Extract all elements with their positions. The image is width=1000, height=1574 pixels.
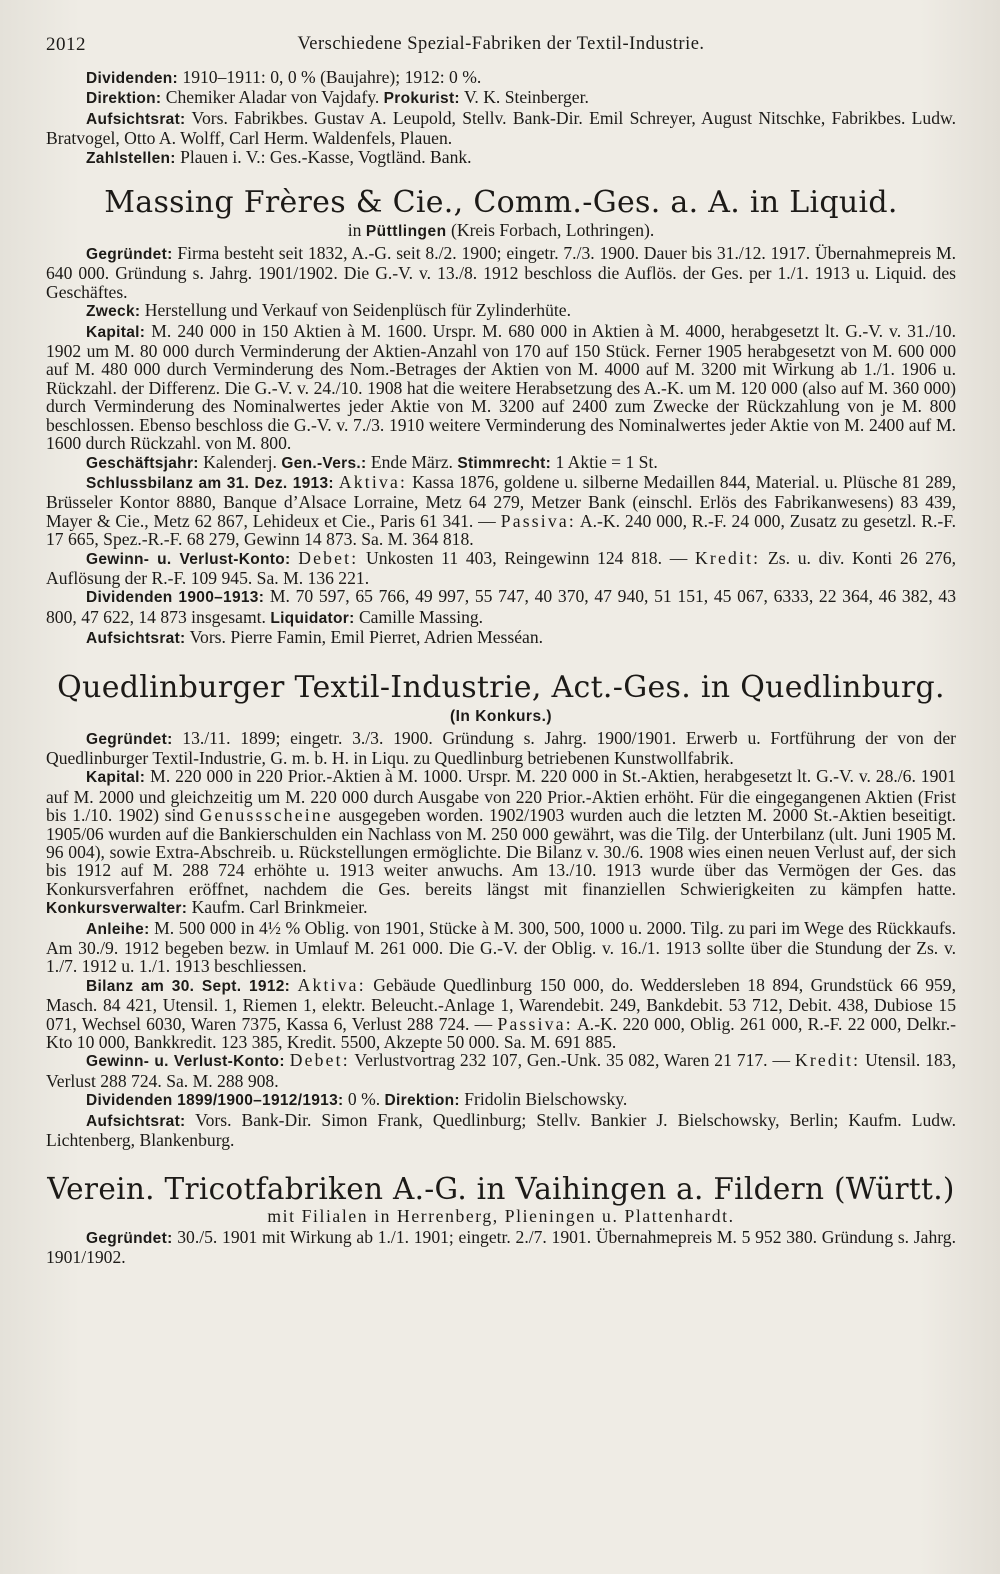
massing-location-suffix: (Kreis Forbach, Lothringen). <box>446 220 655 241</box>
gegruendet-label: Gegründet: <box>86 246 173 264</box>
dividenden-label: Dividenden: <box>86 70 179 87</box>
bilanz-passiva: A.-K. 240 000, R.-F. 24 000, Zusatz zu gesetzl. R.-F. 17 665, Spez.-R.-F. 68 279, Gewinn 14 873. Sa. M. 364 818. <box>46 510 956 550</box>
aktiva-word: Aktiva: <box>338 471 408 492</box>
aufsichtsrat-label: Aufsichtsrat: <box>86 110 186 128</box>
kapital-text-continued: ausgegeben worden. 1902/1903 wurden auch die letzten M. 2000 St.-Aktien beseitigt. 1905/06 wurden auf die Bankierschulden ein Nachlass von M. 250 000 gewährt, was die Tilg. der Unterbilanz (ult. Juni 1905 M. 96 004), sowie Extra-Abschreib. u. Rückstellungen ermöglichte. Die Bilanz v. 30./6. 1908 wies einen neuen Verlust auf, der sich bis 1912 auf M. 288 724 erhöhte u. 1913 weiter anwuchs. Am 13./10. 1913 wurde über das Vermögen der Ges. das Konkursverfahren eröffnet, nachdem die Ges. bereits längst mit finanziellen Schwierigkeiten zu kämpfen hatte. <box>46 805 956 899</box>
aufsichtsrat-label: Aufsichtsrat: <box>86 630 186 648</box>
anleihe-label: Anleihe: <box>86 920 150 938</box>
quedlinburg-bilanz <box>46 976 956 1052</box>
bilanz-label: Bilanz am 30. Sept. 1912: <box>86 977 291 995</box>
quedlinburg-gegruendet <box>46 729 956 768</box>
massing-location <box>46 220 956 242</box>
massing-zweck <box>46 301 956 321</box>
quedlinburg-gewinn-verlust <box>46 1051 956 1090</box>
massing-location-prefix: in <box>347 220 366 241</box>
gegruendet-label: Gegründet: <box>86 730 173 748</box>
direktion-paragraph <box>46 88 956 108</box>
zahlstellen-paragraph <box>46 148 956 168</box>
dividenden-label: Dividenden 1900–1913: <box>86 589 265 607</box>
massing-geschaeftsjahr <box>46 453 956 473</box>
page-number: 2012 <box>46 34 86 55</box>
aktiva-word: Aktiva: <box>297 974 366 995</box>
quedlinburg-dividenden <box>46 1090 956 1110</box>
gewinn-verlust-debet: Verlustvortrag 232 107, Gen.-Unk. 35 082, Waren 21 717. — <box>349 1050 795 1071</box>
page-header <box>46 34 956 64</box>
liquidator-label: Liquidator: <box>270 609 355 627</box>
konkursverwalter-label: Konkursverwalter: <box>46 900 188 918</box>
bilanz-aktiva: Gebäude Quedlinburg 150 000, do. Weddersleben 18 894, Grundstück 66 959, Masch. 84 421, Utensil. 1, Riemen 1, elektr. Beleucht.-Anlage 1, Warendebit. 249, Bankdebit. 53 712, Debit. 438, Dubiose 15 071, Wechsel 6030, Waren 7375, Kassa 6, Verlust 288 724. — <box>46 974 956 1034</box>
quedlinburg-status <box>46 705 956 727</box>
liquidator-text: Camille Massing. <box>354 606 484 627</box>
zweck-text: Herstellung und Verkauf von Seidenplüsch für Zylinderhüte. <box>140 300 571 321</box>
dividenden-text: M. 70 597, 65 766, 49 997, 55 747, 40 370, 47 940, 51 151, 45 067, 6333, 22 364, 46 382, 43 800, 47 622, 14 873 insgesamt. <box>46 586 957 627</box>
bilanz-label: Schlussbilanz am 31. Dez. 1913: <box>86 474 334 492</box>
dividenden-text: 0 %. <box>343 1089 385 1110</box>
running-title: Verschiedene Spezial-Fabriken der Textil-Industrie. <box>297 34 705 54</box>
passiva-word: Passiva: <box>497 1013 573 1034</box>
direktion-text: Chemiker Aladar von Vajdafy. <box>161 87 384 108</box>
vaihingen-company-title: Verein. Tricotfabriken A.-G. in Vaihingen a. Fildern (Württ.) <box>47 1171 955 1206</box>
zweck-label: Zweck: <box>86 303 141 321</box>
kapital-text: M. 240 000 in 150 Aktien à M. 1600. Urspr. M. 680 000 in Aktien à M. 4000, herabgesetzt lt. G.-V. v. 31./10. 1902 um M. 80 000 durch Verminderung der Aktien-Anzahl von 170 auf 150 Stück. Ferner 1905 herabgesetzt von M. 600 000 auf M. 480 000 durch Verminderung des Nom.-Betrages der Aktien von M. 4000 auf M. 3200 mit Wirkung ab 1./1. 1906 u. Rückzahl. der Differenz. Die G.-V. v. 24./10. 1908 hat die weitere Herabsetzung des A.-K. um M. 120 000 (also auf M. 360 000) durch Verminderung des Nominalwertes jeder Aktie von M. 3200 auf 2400 zum Zwecke der Rückzahlung von je M. 800 beschlossen. Ebenso beschloss die G.-V. v. 7./3. 1910 weitere Verminderung des Nominalwertes jeder Aktie von M. 2400 auf M. 1600 durch Rückzahl. von M. 800. <box>46 320 956 454</box>
bilanz-passiva: A.-K. 220 000, Oblig. 261 000, R.-F. 22 000, Delkr.-Kto 10 000, Bankkredit. 123 385, Kredit. 5500, Akzepte 50 000. Sa. M. 691 885. <box>46 1013 956 1053</box>
konkursverwalter-text: Kaufm. Carl Brinkmeier. <box>187 897 368 918</box>
direktion-label: Direktion: <box>86 90 162 108</box>
genussscheine-word: Genussscheine <box>199 805 333 826</box>
anleihe-text: M. 500 000 in 4½ % Oblig. von 1901, Stücke à M. 300, 500, 1000 u. 2000. Tilg. zu pari im Wege des Rückkaufs. Am 30./9. 1912 begeben bezw. in Umlauf M. 261 000. Die G.-V. der Oblig. v. 16./1. 1913 sollte über die Stundung der Zs. v. 1./7. 1912 u. 1./1. 1913 beschliessen. <box>46 917 956 977</box>
kapital-text: M. 220 000 in 220 Prior.-Aktien à M. 1000. Urspr. M. 220 000 in St.-Aktien, herabgesetzt lt. G.-V. v. 28./6. 1901 auf M. 2000 und gleichzeitig um M. 220 000 durch Ausgabe von 220 Prior.-Aktien erhöht. Für die eingegangenen Aktien (Frist bis 1./10. 1902) sind <box>46 766 956 826</box>
debet-word: Debet: <box>289 1050 350 1071</box>
kredit-word: Kredit: <box>695 547 761 568</box>
dividenden-paragraph <box>46 68 956 88</box>
quedlinburg-aufsichtsrat <box>46 1111 956 1150</box>
aufsichtsrat-label: Aufsichtsrat: <box>86 1112 186 1130</box>
kapital-label: Kapital: <box>86 323 146 341</box>
prokurist-text: V. K. Steinberger. <box>459 87 589 108</box>
gegruendet-text: 30./5. 1901 mit Wirkung ab 1./1. 1901; eingetr. 2./7. 1901. Übernahmepreis M. 5 952 380. Gründung s. Jahrg. 1901/1902. <box>46 1226 956 1267</box>
gegruendet-text: 13./11. 1899; eingetr. 3./3. 1900. Gründung s. Jahrg. 1900/1901. Erwerb u. Fortführung der von der Quedlinburger Textil-Industrie, G. m. b. H. in Liqu. zu Quedlinburg betriebenen Kunstwollfabrik. <box>46 727 956 768</box>
massing-kapital <box>46 322 956 453</box>
massing-dividenden <box>46 587 956 628</box>
gegruendet-text: Firma besteht seit 1832, A.-G. seit 8./2. 1900; eingetr. 7./3. 1900. Dauer bis 31./12. 1917. Übernahmepreis M. 640 000. Gründung s. Jahrg. 1901/1902. Die G.-V. v. 13./8. 1912 beschloss die Auflös. der Ges. per 1./1. 1913 u. Liquid. des Geschäftes. <box>46 243 956 302</box>
vaihingen-gegruendet <box>46 1228 956 1267</box>
zahlstellen-label: Zahlstellen: <box>86 149 176 167</box>
stimmrecht-text: 1 Aktie = 1 St. <box>551 451 658 472</box>
gen-vers-label: Gen.-Vers.: <box>281 454 367 472</box>
gewinn-verlust-kredit: Utensil. 183, Verlust 288 724. Sa. M. 288 908. <box>46 1050 957 1091</box>
kapital-label: Kapital: <box>86 769 146 787</box>
quedlinburg-company-title: Quedlinburger Textil-Industrie, Act.-Ges. in Quedlinburg. <box>57 669 945 705</box>
kredit-word: Kredit: <box>794 1050 861 1071</box>
massing-gegruendet <box>46 244 956 301</box>
massing-location-city: Püttlingen <box>365 223 447 241</box>
vaihingen-subtitle: mit Filialen in Herrenberg, Plieningen u. Plattenhardt. <box>267 1205 735 1226</box>
stimmrecht-label: Stimmrecht: <box>457 454 552 472</box>
debet-word: Debet: <box>298 547 359 568</box>
aufsichtsrat-text: Vors. Pierre Famin, Emil Pierret, Adrien Messéan. <box>185 627 544 648</box>
direktion-text: Fridolin Bielschowsky. <box>459 1089 628 1110</box>
aufsichtsrat-paragraph <box>46 109 956 148</box>
massing-gewinn-verlust <box>46 549 956 588</box>
gewinn-verlust-label: Gewinn- u. Verlust-Konto: <box>86 1053 285 1071</box>
gewinn-verlust-kredit: Zs. u. div. Konti 26 276, Auflösung der R.-F. 109 945. Sa. M. 136 221. <box>46 547 956 588</box>
quedlinburg-anleihe <box>46 919 956 976</box>
direktion-label: Direktion: <box>384 1092 460 1110</box>
konkurs-status: (In Konkurs.) <box>449 707 553 725</box>
massing-bilanz <box>46 473 956 549</box>
quedlinburg-kapital <box>46 767 956 918</box>
aufsichtsrat-text: Vors. Bank-Dir. Simon Frank, Quedlinburg; Stellv. Bankier J. Bielschowsky, Berlin; Kaufm. Ludw. Lichtenberg, Blankenburg. <box>46 1109 956 1151</box>
previous-entry <box>46 68 956 168</box>
dividenden-text: 1910–1911: 0, 0 % (Baujahre); 1912: 0 %. <box>178 67 482 87</box>
massing-aufsichtsrat <box>46 628 956 648</box>
massing-company-title: Massing Frères & Cie., Comm.-Ges. a. A. in Liquid. <box>104 185 898 221</box>
passiva-word: Passiva: <box>500 510 576 531</box>
prokurist-label: Prokurist: <box>383 90 460 108</box>
bilanz-aktiva: Kassa 1876, goldene u. silberne Medaillen 844, Material. u. Plüsche 81 289, Brüsseler Kontor 8880, Banque d’Alsace Lorraine, Metz 64 279, Metzer Bank (einschl. Erlös des Fabrikanwesens) 83 439, Mayer & Cie., Metz 62 867, Lehideux et Cie., Paris 61 341. — <box>46 471 956 531</box>
geschaeftsjahr-label: Geschäftsjahr: <box>86 454 199 472</box>
dividenden-label: Dividenden 1899/1900–1912/1913: <box>86 1092 344 1110</box>
gewinn-verlust-label: Gewinn- u. Verlust-Konto: <box>86 550 291 568</box>
gen-vers-text: Ende März. <box>366 451 458 472</box>
geschaeftsjahr-text: Kalenderj. <box>198 451 282 472</box>
aufsichtsrat-text: Vors. Fabrikbes. Gustav A. Leupold, Stellv. Bank-Dir. Emil Schreyer, August Nitschke, Fabrikbes. Ludw. Bratvogel, Otto A. Wolff, Carl Herm. Waldenfels, Plauen. <box>46 107 956 149</box>
gewinn-verlust-debet: Unkosten 11 403, Reingewinn 124 818. — <box>358 547 696 568</box>
gegruendet-label: Gegründet: <box>86 1229 173 1247</box>
zahlstellen-text: Plauen i. V.: Ges.-Kasse, Vogtländ. Bank. <box>175 146 472 167</box>
